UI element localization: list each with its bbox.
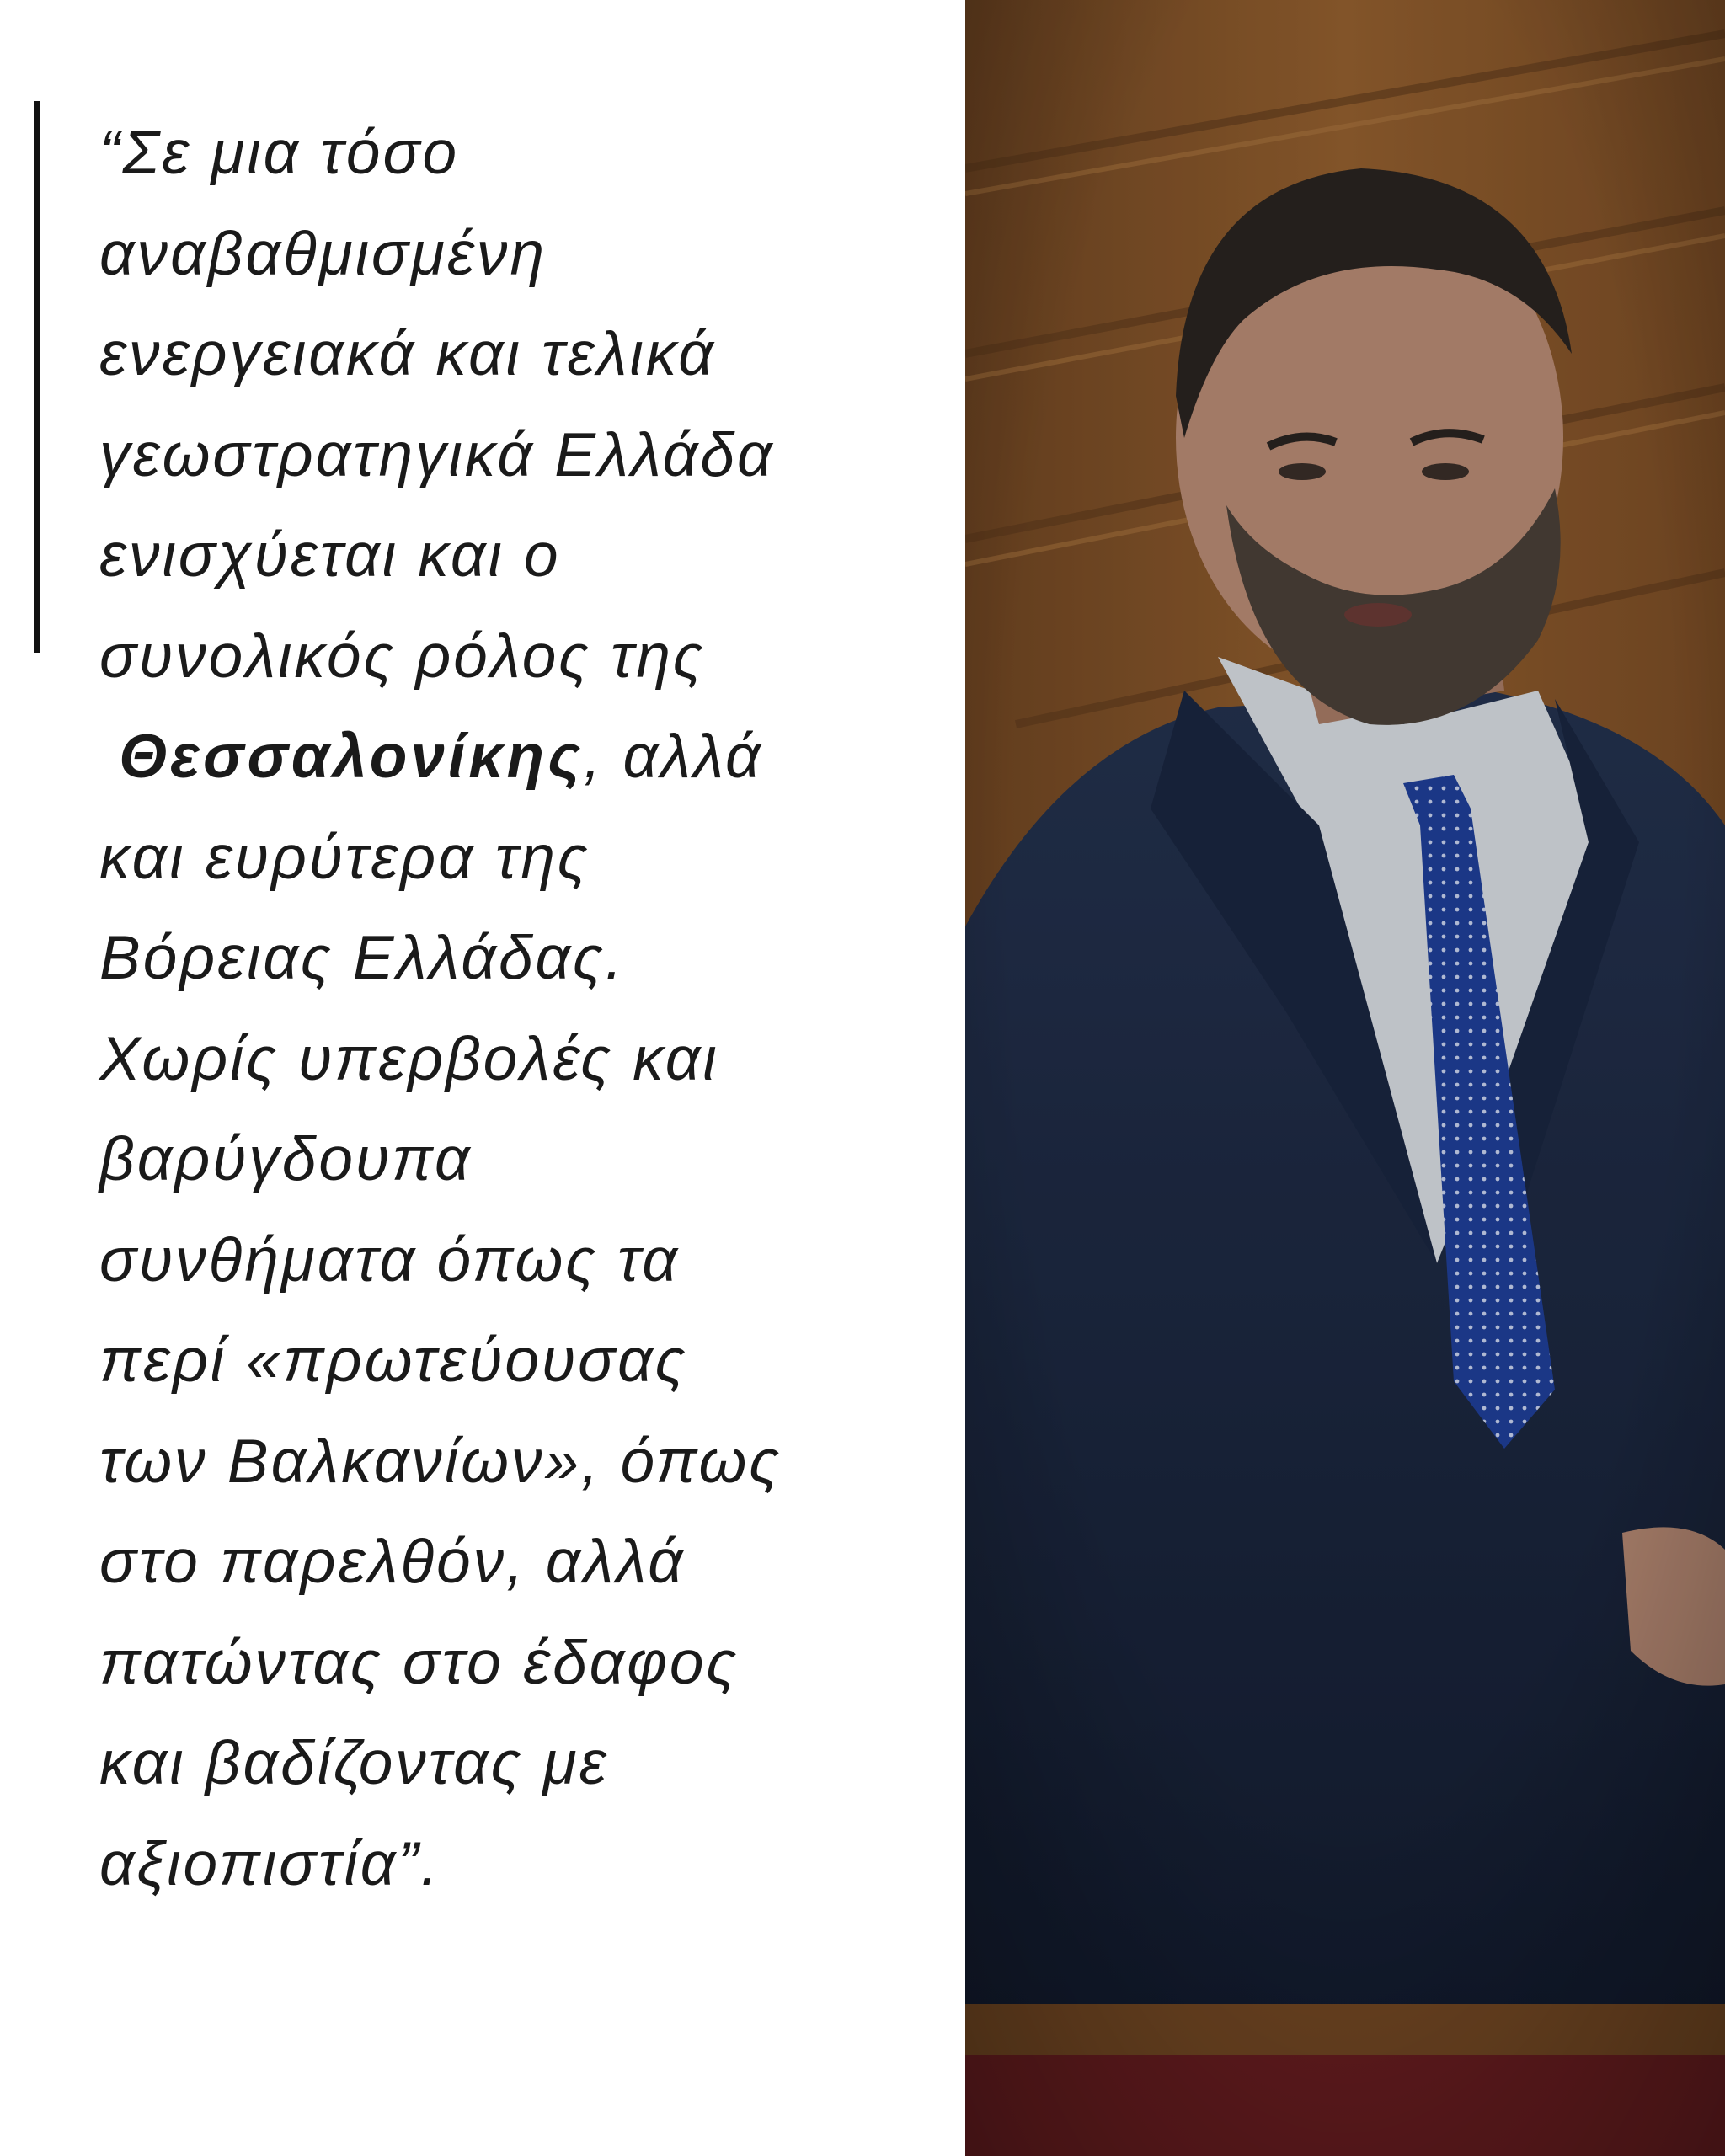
quote-line: “Σε μια τόσο bbox=[99, 119, 460, 187]
quote-line: βαρύγδουπα bbox=[99, 1125, 473, 1193]
highlight-suffix: , αλλά bbox=[583, 723, 763, 791]
quote-accent-bar bbox=[34, 101, 40, 653]
quote-line: και ευρύτερα της bbox=[99, 823, 590, 892]
quote-line-highlight bbox=[99, 707, 942, 808]
quote-line: αναβαθμισμένη bbox=[99, 219, 547, 288]
quote-line: Βόρειας Ελλάδας. bbox=[99, 924, 625, 992]
quote-line: στο παρελθόν, αλλά bbox=[99, 1528, 686, 1596]
speaker-photo bbox=[965, 0, 1725, 2156]
highlight-word-thessaloniki: Θεσσαλονίκης bbox=[119, 723, 584, 791]
quote-line: συνολικός ρόλος της bbox=[99, 622, 706, 691]
quote-line: γεωστρατηγικά Ελλάδα bbox=[99, 420, 775, 489]
quote-line: Χωρίς υπερβολές και bbox=[99, 1024, 719, 1093]
quote-text bbox=[99, 103, 942, 1914]
quote-line: περί «πρωτεύουσας bbox=[99, 1326, 688, 1395]
quote-line: ενισχύεται και ο bbox=[99, 521, 561, 590]
photo-dim-overlay bbox=[965, 0, 1725, 2156]
quote-line: και βαδίζοντας με bbox=[99, 1729, 609, 1797]
quote-line: πατώντας στο έδαφος bbox=[99, 1628, 739, 1697]
quote-line: συνθήματα όπως τα bbox=[99, 1225, 681, 1294]
speaker-illustration bbox=[965, 0, 1725, 2156]
quote-line: των Βαλκανίων», όπως bbox=[99, 1427, 782, 1496]
quote-line: αξιοπιστία”. bbox=[99, 1829, 441, 1898]
quote-line: ενεργειακά και τελικά bbox=[99, 320, 716, 388]
